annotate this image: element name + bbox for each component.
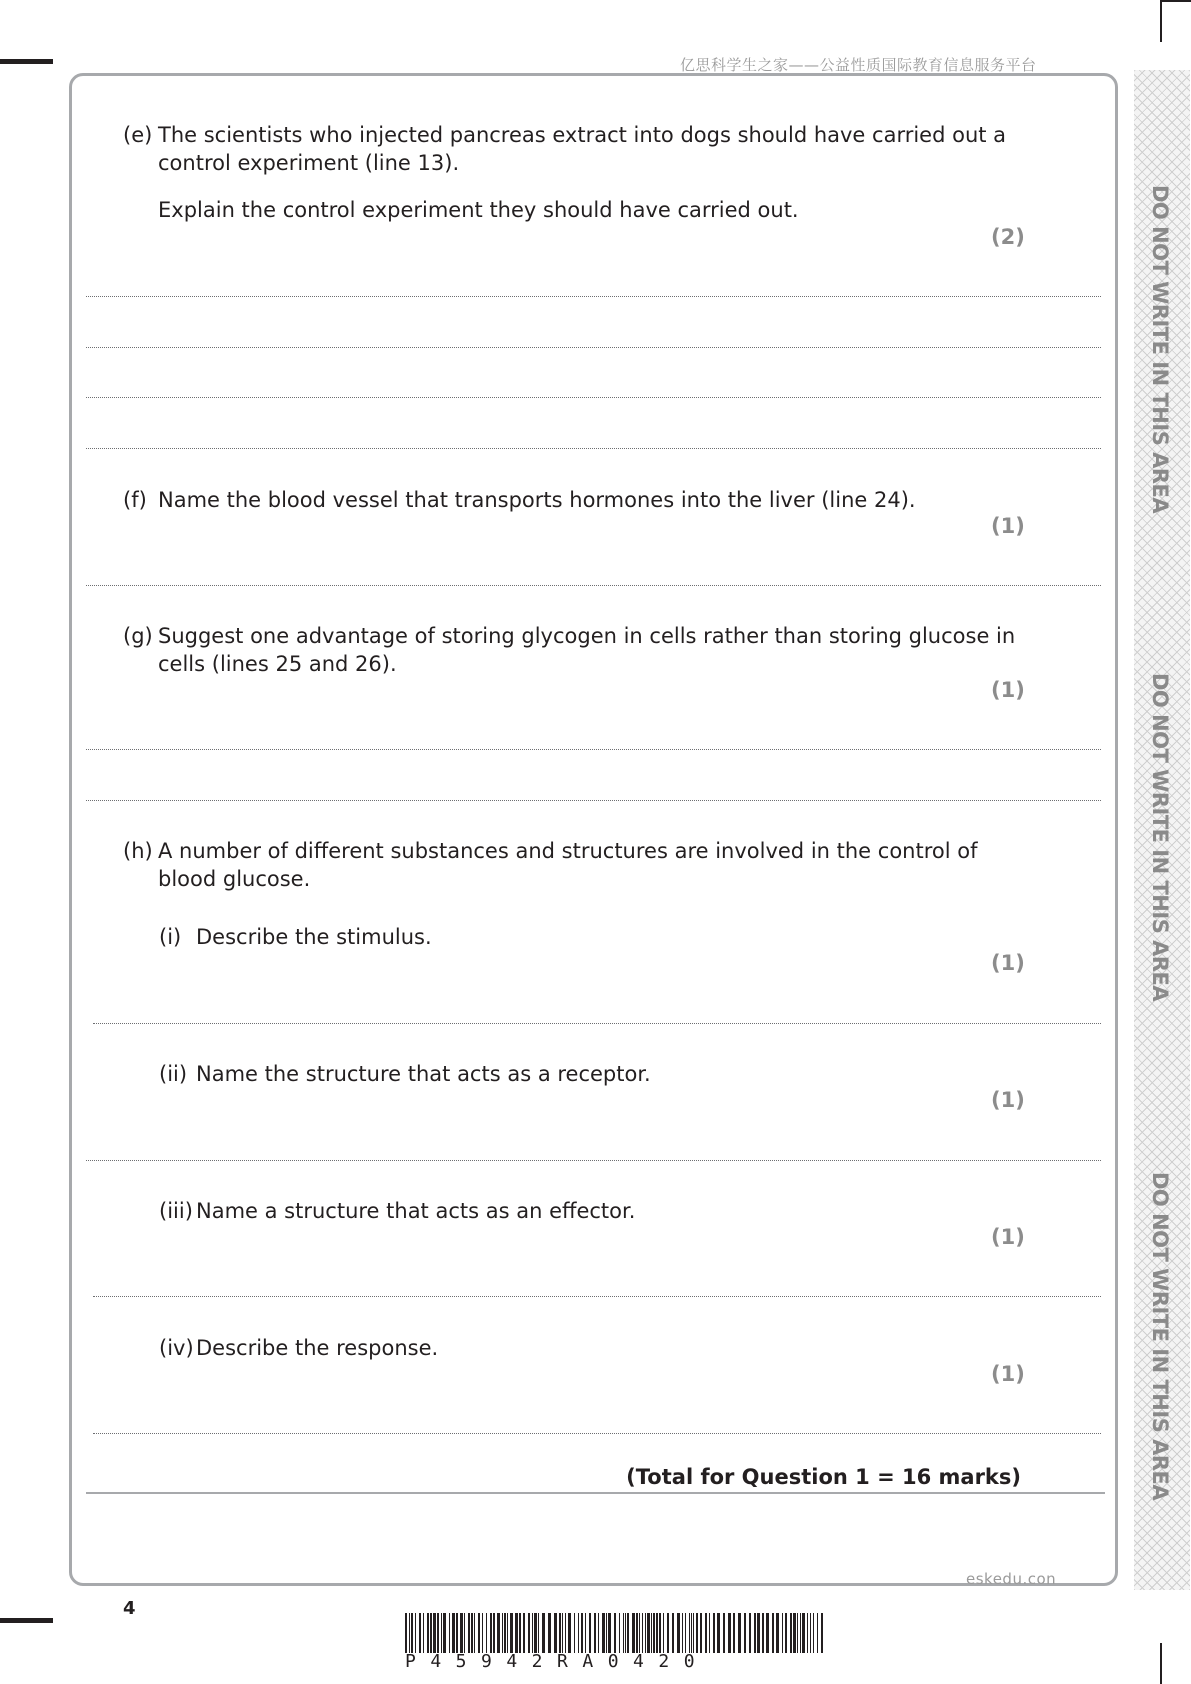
- question-e-instruction: Explain the control experiment they should have carried out.: [158, 198, 799, 222]
- barcode-text: P45942RA0420: [405, 1651, 710, 1672]
- question-e-line1: The scientists who injected pancreas extract into dogs should have carried out a: [158, 123, 1007, 147]
- question-total: (Total for Question 1 = 16 marks): [626, 1465, 1021, 1489]
- question-h-part-label: (iv): [159, 1336, 194, 1360]
- margin-notice-1: DO NOT WRITE IN THIS AREA: [1148, 185, 1172, 514]
- question-f-marks: (1): [991, 514, 1025, 538]
- crop-mark-bottom-right: [1160, 1643, 1162, 1684]
- question-e-label: (e): [123, 123, 153, 147]
- question-e-line2: control experiment (line 13).: [158, 151, 460, 175]
- margin-notice-2: DO NOT WRITE IN THIS AREA: [1148, 673, 1172, 1002]
- margin-notice-3: DO NOT WRITE IN THIS AREA: [1148, 1172, 1172, 1501]
- answer-line[interactable]: [86, 397, 1101, 398]
- barcode: [405, 1613, 827, 1653]
- question-e-marks: (2): [991, 225, 1025, 249]
- question-h-label: (h): [123, 839, 153, 863]
- question-h-part-text: Describe the response.: [196, 1336, 439, 1360]
- answer-line[interactable]: [93, 1433, 1101, 1434]
- question-h-part-marks: (1): [991, 1362, 1025, 1386]
- answer-line[interactable]: [93, 1023, 1101, 1024]
- question-g-line2: cells (lines 25 and 26).: [158, 652, 397, 676]
- question-g-line1: Suggest one advantage of storing glycogen in cells rather than storing glucose in: [158, 624, 1016, 648]
- question-h-part-text: Describe the stimulus.: [196, 925, 432, 949]
- total-divider: [86, 1492, 1105, 1494]
- footer-source: eskedu.con: [966, 1570, 1057, 1588]
- answer-line[interactable]: [86, 296, 1101, 297]
- question-g-marks: (1): [991, 678, 1025, 702]
- question-h-part-text: Name the structure that acts as a receptor.: [196, 1062, 651, 1086]
- question-h-part-marks: (1): [991, 1088, 1025, 1112]
- question-h-part-marks: (1): [991, 1225, 1025, 1249]
- answer-line[interactable]: [86, 1160, 1101, 1161]
- crop-mark-top-right: [1160, 0, 1162, 42]
- answer-line[interactable]: [86, 585, 1101, 586]
- question-h-line2: blood glucose.: [158, 867, 311, 891]
- question-h-part-label: (iii): [159, 1199, 193, 1223]
- answer-line[interactable]: [86, 800, 1101, 801]
- question-f-line1: Name the blood vessel that transports hormones into the liver (line 24).: [158, 488, 916, 512]
- crop-mark-bottom-left: [0, 1618, 53, 1623]
- crop-mark-top-right-h: [1160, 0, 1191, 2]
- answer-line[interactable]: [86, 347, 1101, 348]
- answer-line[interactable]: [86, 448, 1101, 449]
- question-g-label: (g): [123, 624, 153, 648]
- question-h-part-text: Name a structure that acts as an effector.: [196, 1199, 636, 1223]
- question-h-part-marks: (1): [991, 951, 1025, 975]
- question-h-part-label: (ii): [159, 1062, 188, 1086]
- question-f-label: (f): [123, 488, 147, 512]
- answer-line[interactable]: [93, 1296, 1101, 1297]
- header-watermark: 亿思科学生之家——公益性质国际教育信息服务平台: [680, 56, 1037, 74]
- question-h-part-label: (i): [159, 925, 182, 949]
- page-number: 4: [123, 1598, 136, 1619]
- crop-mark-top-left: [0, 59, 53, 64]
- answer-line[interactable]: [86, 749, 1101, 750]
- question-h-line1: A number of different substances and structures are involved in the control of: [158, 839, 978, 863]
